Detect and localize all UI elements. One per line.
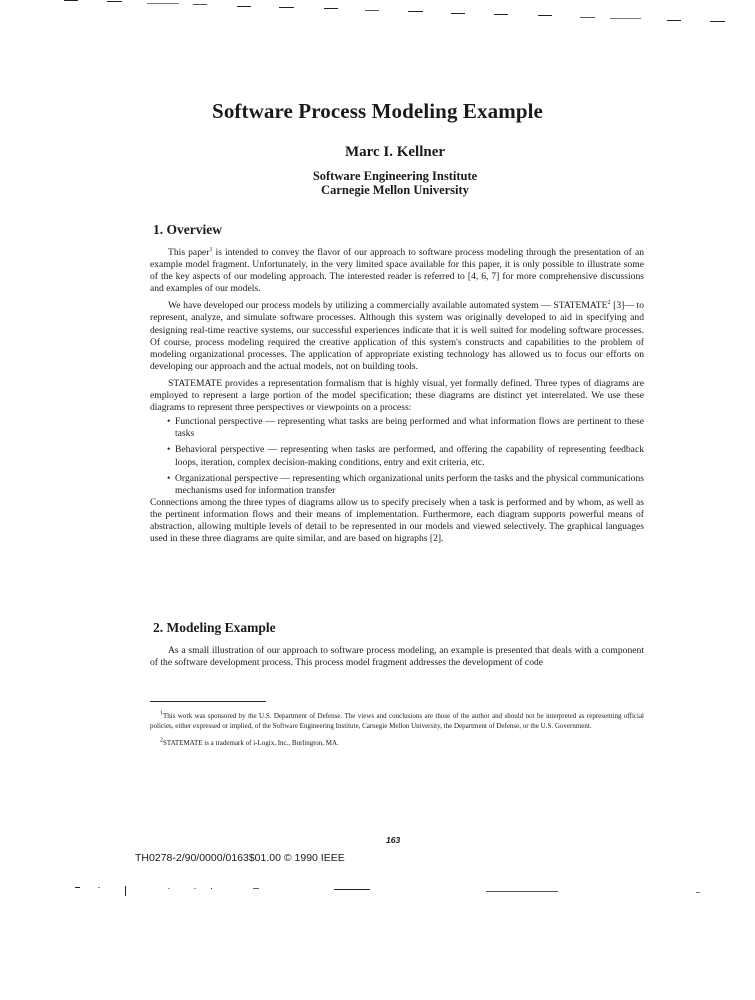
footnote bbox=[150, 711, 644, 731]
list-item-text: Organizational perspective — representing which organizational units perform the tasks and the physical communications mechanisms used for information transfer bbox=[175, 472, 644, 496]
section-overview-body bbox=[150, 247, 644, 545]
footnote-text: STATEMATE is a trademark of i-Logix, Inc., Burlington, MA. bbox=[163, 739, 339, 747]
section-heading-modeling-example: 2. Modeling Example bbox=[153, 620, 276, 635]
footnote bbox=[150, 738, 644, 748]
bullet-icon: • bbox=[167, 472, 171, 484]
footnote-mark: 1 bbox=[209, 246, 213, 253]
affiliation-institute: Software Engineering Institute bbox=[312, 169, 478, 183]
list-item bbox=[150, 416, 644, 440]
paragraph: As a small illustration of our approach to software process modeling, an example is presented that deals with a component of the software development process. This process model fragment addresses the development of code bbox=[150, 645, 644, 669]
perspective-list bbox=[150, 416, 644, 497]
paragraph bbox=[150, 247, 644, 295]
affiliation-university: Carnegie Mellon University bbox=[321, 183, 469, 197]
paragraph-text: [3]— to represent, analyze, and simulate software processes. Although this system was originally developed to aid in specifying and designing real-time reactive systems, our successful experiences indicate that it is well suited for modeling software processes. Of course, process modeling required the creative application of this system's constructs and capabilities to the problem of modeling organizational processes. The application of appropriate existing technology has allowed us to focus our efforts on developing our approach and the actual models, not on building tools. bbox=[150, 300, 644, 372]
footnote-mark: 2 bbox=[607, 300, 611, 307]
author-affiliation bbox=[0, 169, 755, 197]
bullet-icon: • bbox=[167, 416, 171, 428]
footnote-divider bbox=[150, 701, 266, 702]
page-number: 163 bbox=[386, 835, 401, 845]
list-item-text: Behavioral perspective — representing when tasks are performed, and offering the capability of representing feedback loops, iteration, complex decision-making conditions, entry and exit criteria, etc. bbox=[175, 444, 644, 468]
list-item bbox=[150, 473, 644, 497]
footnotes bbox=[150, 711, 644, 748]
section-modeling-example-body bbox=[150, 645, 644, 669]
paragraph: Connections among the three types of diagrams allow us to specify precisely when a task is performed and by whom, as well as the pertinent information flows and their means of implementation. Furthermore, each diagram supports powerful means of abstraction, allowing multiple levels of detail to be represented in our models and viewed selectively. The graphical languages used in these three diagrams are quite similar, and are based on higraphs [2]. bbox=[150, 496, 644, 545]
bullet-icon: • bbox=[167, 444, 171, 456]
paragraph bbox=[150, 300, 644, 373]
paragraph: STATEMATE provides a representation formalism that is highly visual, yet formally defined. Three types of diagrams are employed to represent a large portion of the model specification; these diagrams are distinct yet interrelated. We use these diagrams to represent three perspectives or viewpoints on a process: bbox=[150, 377, 644, 414]
copyright-imprint: TH0278-2/90/0000/0163$01.00 © 1990 IEEE bbox=[135, 852, 345, 864]
footnote-mark: 1 bbox=[160, 710, 163, 717]
author-name: Marc I. Kellner bbox=[344, 144, 446, 160]
paragraph-text: is intended to convey the flavor of our approach to software process modeling through the presentation of an example model fragment. Unfortunately, in the very limited space available for this paper, it is only possible to illustrate some of the key aspects of our modeling approach. The interested reader is referred to [4, 6, 7] for more comprehensive discussions and examples of our models. bbox=[150, 247, 645, 295]
list-item-text: Functional perspective — representing what tasks are being performed and what information flows are pertinent to these tasks bbox=[175, 416, 644, 440]
paragraph-text: We have developed our process models by utilizing a commercially available automated system — STATEMATE bbox=[168, 300, 608, 312]
footnote-mark: 2 bbox=[160, 737, 163, 744]
footnote-text: This work was sponsored by the U.S. Department of Defense. The views and conclusions are those of the author and should not be interpreted as representing official policies, either expressed or implied, of the Software Engineering Institute, Carnegie Mellon University, the Department of Defense, or the U.S. Government. bbox=[150, 712, 644, 730]
paper-title: Software Process Modeling Example bbox=[212, 99, 543, 123]
list-item bbox=[150, 444, 644, 468]
paragraph-text: This paper bbox=[168, 247, 210, 258]
section-heading-overview: 1. Overview bbox=[153, 222, 222, 237]
